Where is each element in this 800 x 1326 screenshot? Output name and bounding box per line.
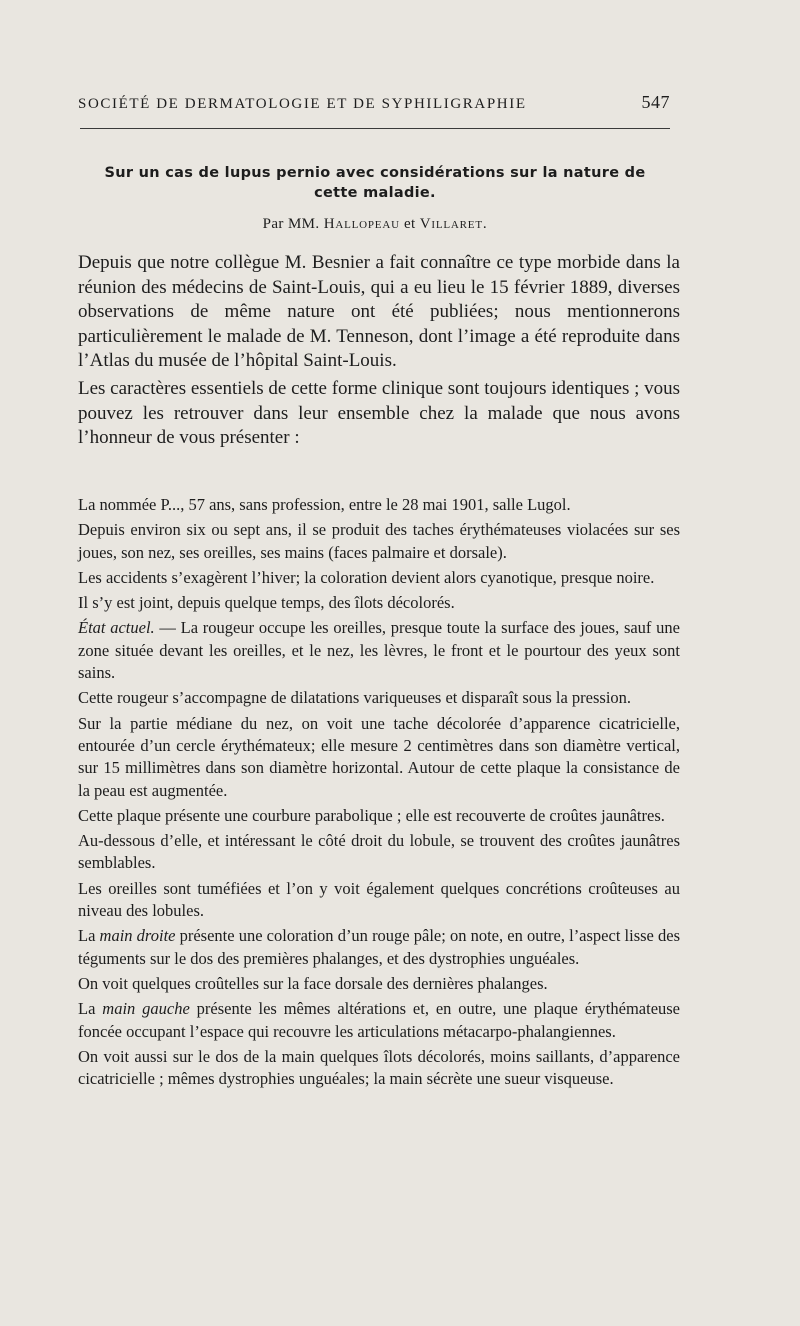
case-paragraph: Au-dessous d’elle, et intéressant le côté droit du lobule, se trouvent des croûtes jaunâtres semblables. [78, 831, 680, 873]
case-text: présente une coloration d’un rouge pâle; on note, en outre, l’aspect lisse des téguments sur le dos des premières phalanges, et des dystrophies unguéales. [78, 926, 680, 968]
authors-prefix: Par MM. [262, 216, 320, 232]
case-paragraph: On voit quelques croûtelles sur la face dorsale des dernières phalanges. [78, 973, 548, 993]
case-text: La [78, 999, 103, 1019]
intro-paragraph: Depuis que notre collègue M. Besnier a fait connaître ce type morbide dans la réunion des médecins de Saint-Louis, qui a eu lieu le 15 février 1889, diverses observations de même nature ont été publiées; nous mentionnerons particulièrement le malade de M. Tenneson, dont l’image a été reproduite dans l’Atlas du musée de l’hôpital Saint-Louis. [78, 252, 680, 372]
authors-joiner: et [403, 216, 416, 232]
intro-paragraph: Les caractères essentiels de cette forme clinique sont toujours identiques ; vous pouvez les retrouver dans leur ensemble chez la malade que nous avons l’honneur de vous présenter : [78, 377, 681, 449]
case-text: — La rougeur occupe les oreilles, presque toute la surface des joues, sauf une zone située devant les oreilles, et le nez, les lèvres, le front et le pourtour des yeux sont sains. [78, 618, 680, 683]
case-paragraph: On voit aussi sur le dos de la main quelques îlots décolorés, moins saillants, d’apparence cicatricielle ; mêmes dystrophies unguéales; la main sécrète une sueur visqueuse. [78, 1046, 680, 1089]
case-paragraph: Sur la partie médiane du nez, on voit une tache décolorée d’apparence cicatricielle, entourée d’un cercle érythémateux; elle mesure 2 centimètres dans son diamètre vertical, sur 15 millimètres dans son diamètre horizontal. Autour de cette plaque la consistance de la peau est augmentée. [78, 713, 680, 800]
case-paragraph [78, 617, 680, 684]
case-paragraph: Les accidents s’exagèrent l’hiver; la coloration devient alors cyanotique, presque noire. [78, 567, 655, 587]
case-paragraph [78, 998, 680, 1043]
running-header [78, 92, 670, 113]
case-paragraph [78, 925, 680, 970]
title-line-1: Sur un cas de lupus pernio avec considérations sur la nature de [104, 165, 646, 181]
case-paragraph: Depuis environ six ou sept ans, il se produit des taches érythémateuses violacées sur ses joues, son nez, ses oreilles, ses mains (faces palmaire et dorsale). [78, 520, 680, 562]
header-rule [80, 128, 670, 129]
case-paragraph: Il s’y est joint, depuis quelque temps, des îlots décolorés. [78, 593, 455, 613]
case-report [78, 494, 680, 1093]
main-droite-term: main droite [99, 926, 176, 946]
title-line-2: cette maladie. [314, 185, 436, 201]
etat-actuel-heading: État actuel. [78, 618, 155, 638]
article-authors [78, 216, 672, 233]
case-paragraph: La nommée P..., 57 ans, sans profession, entre le 28 mai 1901, salle Lugol. [78, 495, 571, 514]
article-title [78, 163, 672, 203]
author-2: Villaret. [419, 216, 488, 232]
page-number: 547 [641, 92, 670, 112]
intro-text [78, 251, 680, 454]
running-title: SOCIÉTÉ DE DERMATOLOGIE ET DE SYPHILIGRAPHIE [78, 96, 527, 112]
case-text: La [78, 926, 100, 946]
case-paragraph: Cette rougeur s’accompagne de dilatations variqueuses et disparaît sous la pression. [78, 688, 632, 708]
case-text: présente les mêmes altérations et, en outre, une plaque érythémateuse foncée occupant l’espace qui recouvre les articulations métacarpo-phalangiennes. [78, 999, 681, 1041]
main-gauche-term: main gauche [102, 999, 190, 1019]
author-1: Hallopeau [323, 216, 400, 232]
case-paragraph: Les oreilles sont tuméfiées et l’on y voit également quelques concrétions croûteuses au niveau des lobules. [78, 878, 680, 921]
case-paragraph: Cette plaque présente une courbure parabolique ; elle est recouverte de croûtes jaunâtres. [78, 805, 665, 825]
